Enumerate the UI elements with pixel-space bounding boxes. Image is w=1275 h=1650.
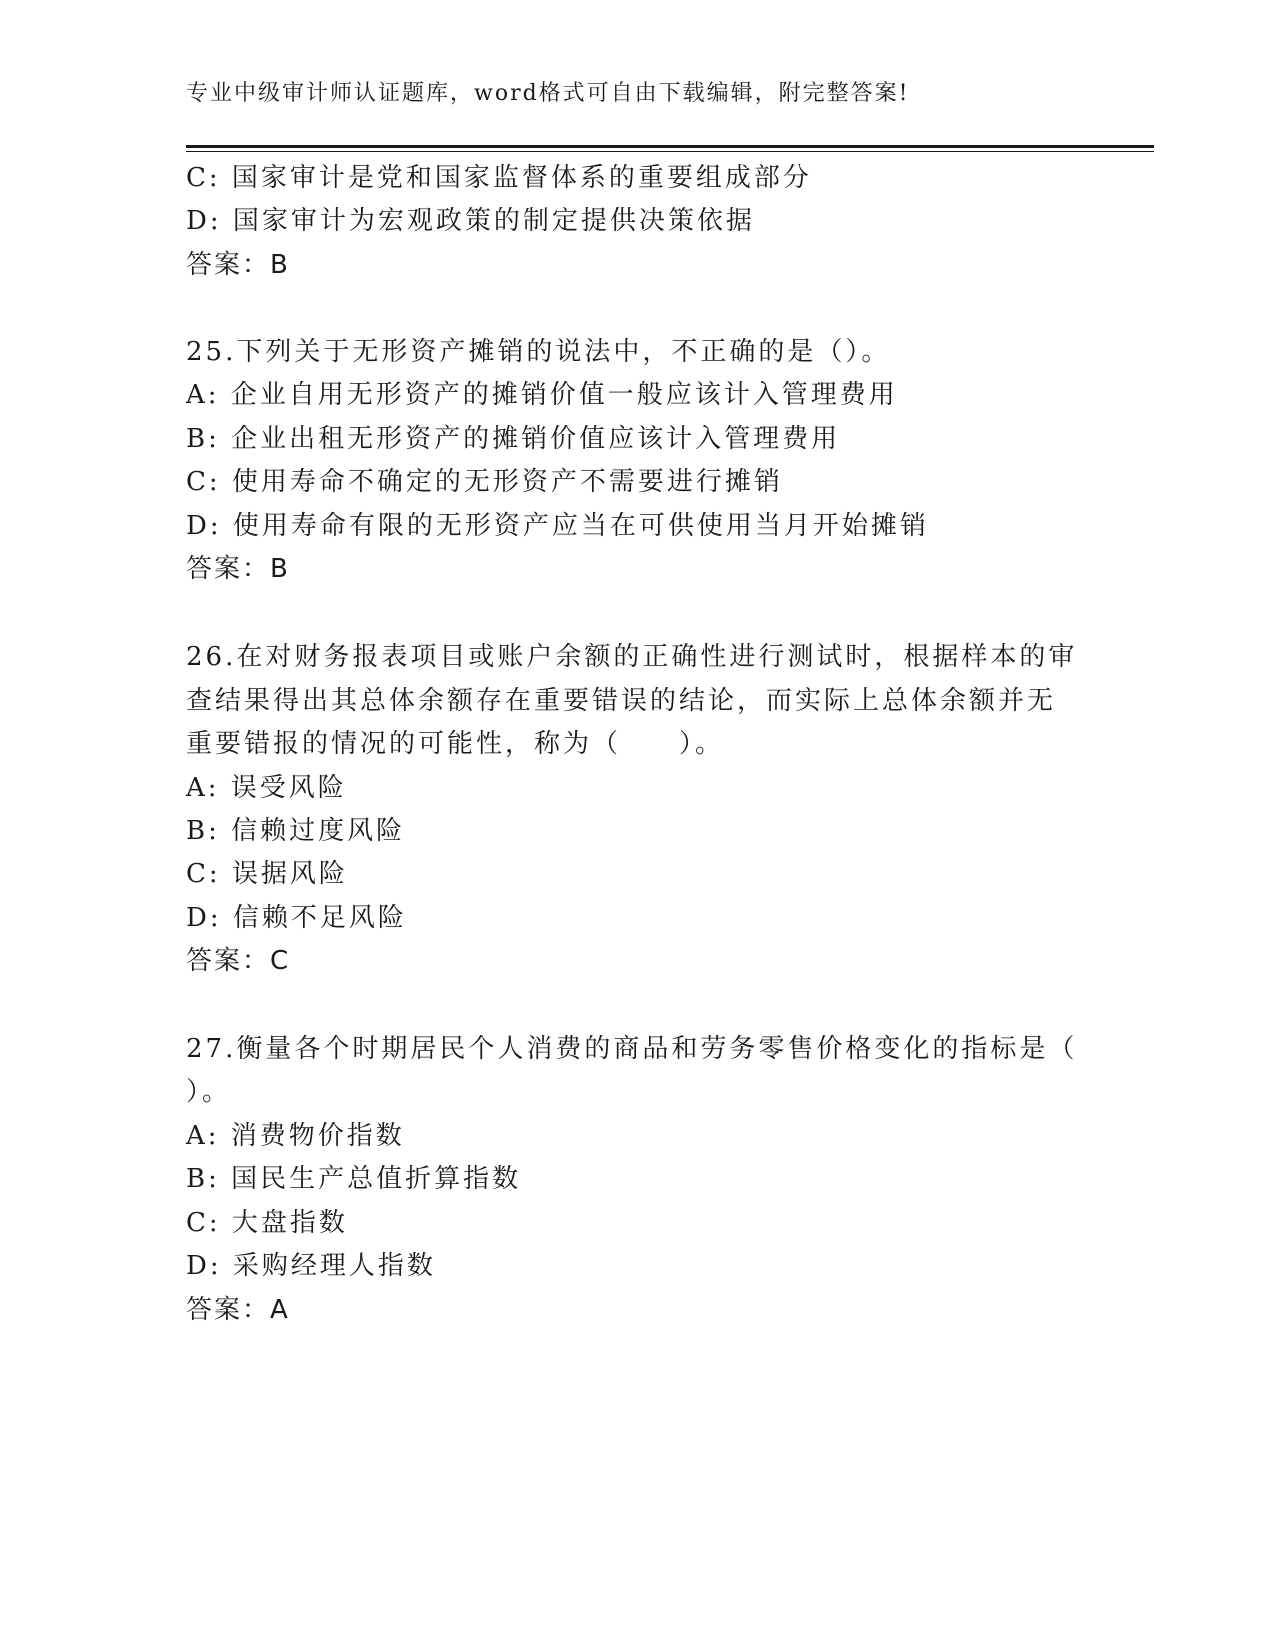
q24-option-d: D: 国家审计为宏观政策的制定提供决策依据: [186, 206, 755, 236]
q25-option-c: C: 使用寿命不确定的无形资产不需要进行摊销: [186, 467, 783, 497]
q27-answer: 答案：A: [186, 1295, 290, 1325]
q26-option-a: A: 误受风险: [186, 773, 347, 803]
q27-option-a: A: 消费物价指数: [186, 1121, 405, 1151]
q27-option-d: D: 采购经理人指数: [186, 1251, 436, 1281]
q24-answer: 答案：B: [186, 250, 290, 280]
q26-option-d: D: 信赖不足风险: [186, 903, 407, 933]
header-rule-thin: [186, 151, 1154, 152]
q24-option-c: C: 国家审计是党和国家监督体系的重要组成部分: [186, 163, 812, 193]
header-rule-thick: [186, 145, 1154, 148]
q27-question-line-2: ）。: [186, 1077, 232, 1107]
q25-option-d: D: 使用寿命有限的无形资产应当在可供使用当月开始摊销: [186, 511, 929, 541]
q26-option-c: C: 误据风险: [186, 859, 348, 889]
q26-answer: 答案：C: [186, 946, 291, 976]
q27-option-c: C: 大盘指数: [186, 1208, 348, 1238]
page-header: 专业中级审计师认证题库，word格式可自由下载编辑，附完整答案!: [186, 81, 910, 106]
q26-question-line-2: 查结果得出其总体余额存在重要错误的结论，而实际上总体余额并无: [186, 686, 1057, 716]
q26-question-line-1: 26.在对财务报表项目或账户余额的正确性进行测试时，根据样本的审: [186, 642, 1078, 672]
q25-question: 25.下列关于无形资产摊销的说法中，不正确的是（）。: [186, 337, 891, 367]
q25-option-a: A: 企业自用无形资产的摊销价值一般应该计入管理费用: [186, 380, 898, 410]
q26-option-b: B: 信赖过度风险: [186, 816, 406, 846]
q26-question-line-3: 重要错报的情况的可能性，称为（ ）。: [186, 729, 725, 759]
q25-answer: 答案：B: [186, 554, 290, 584]
q25-option-b: B: 企业出租无形资产的摊销价值应该计入管理费用: [186, 424, 841, 454]
q27-option-b: B: 国民生产总值折算指数: [186, 1164, 522, 1194]
q27-question-line-1: 27.衡量各个时期居民个人消费的商品和劳务零售价格变化的指标是（: [186, 1034, 1078, 1064]
